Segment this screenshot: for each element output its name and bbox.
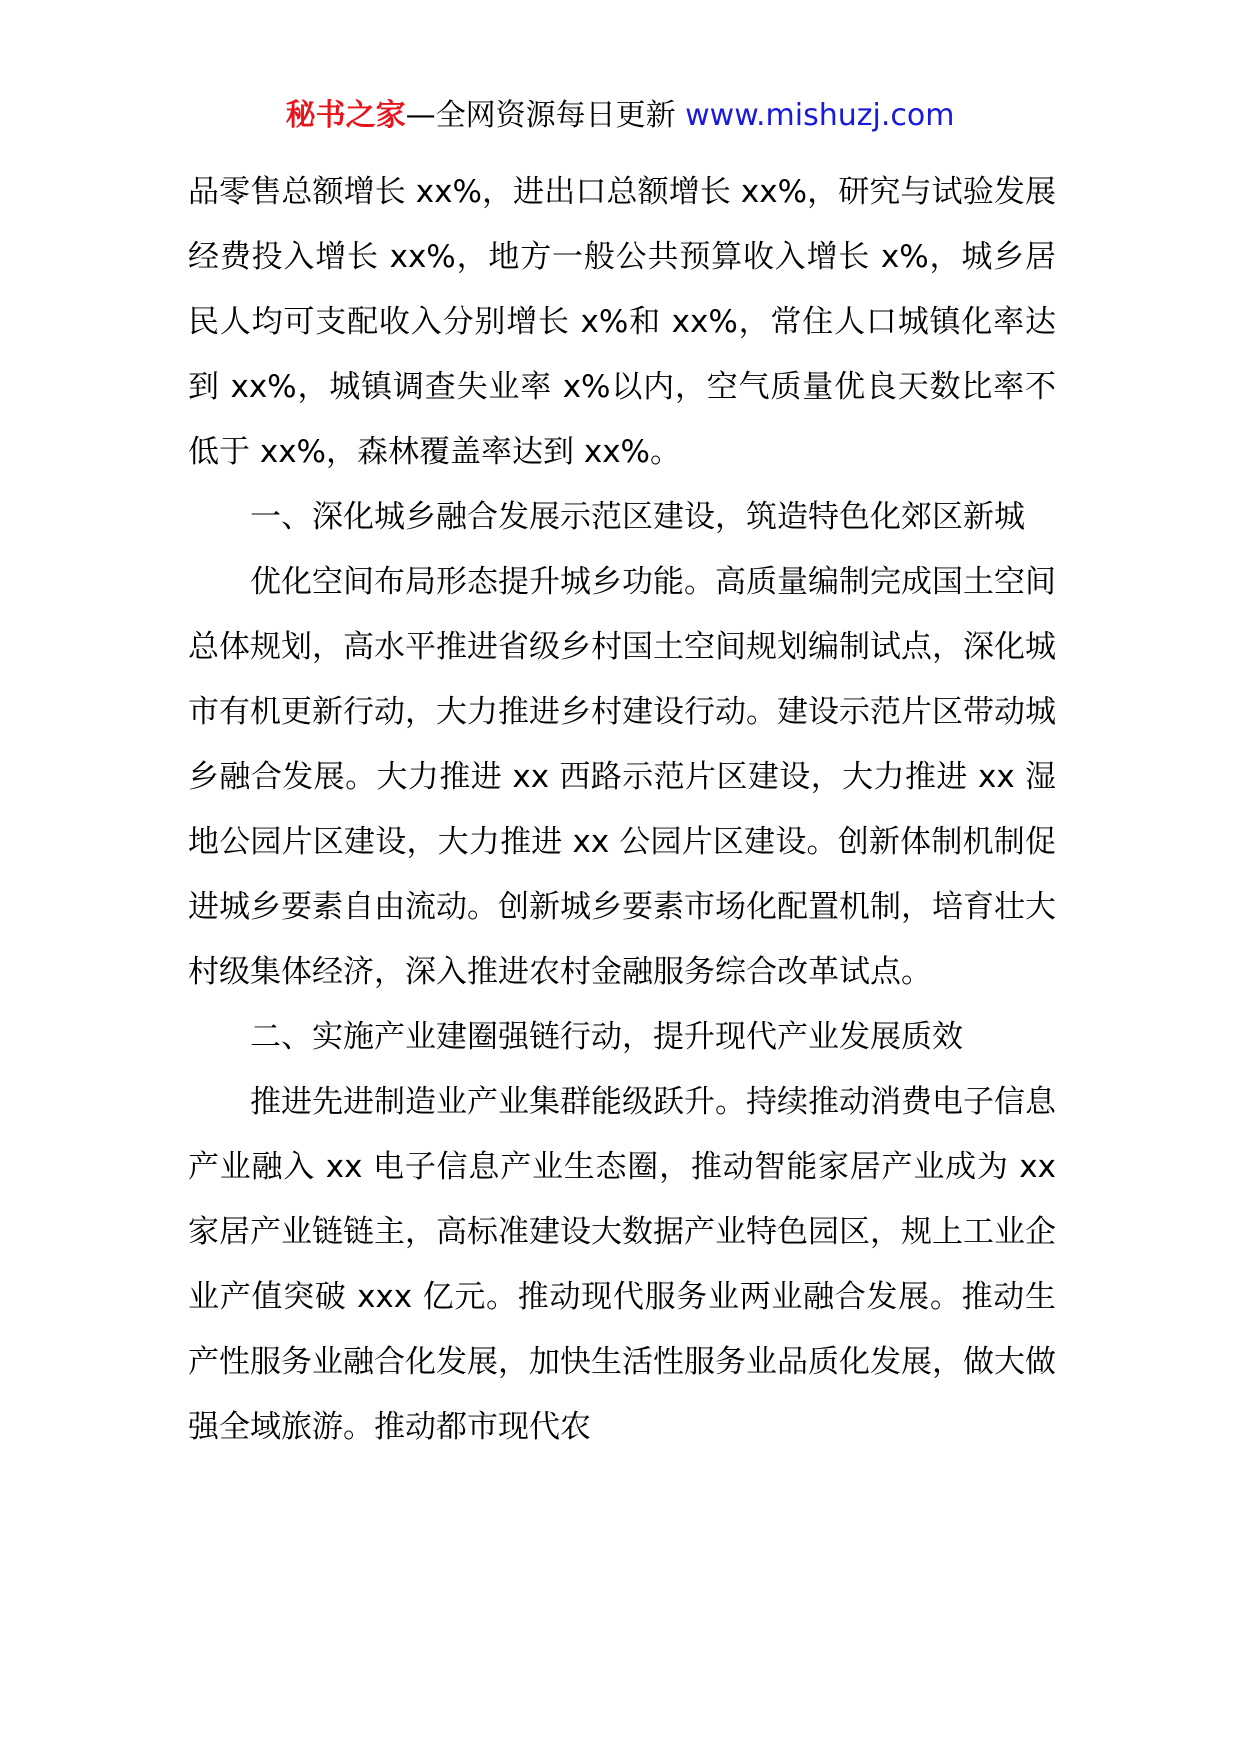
section-heading-2: 二、实施产业建圈强链行动，提升现代产业发展质效 [250,1019,963,1055]
document-body [188,160,1056,1460]
site-url-link[interactable]: www.mishuzj.com [685,98,955,133]
paragraph-section-1: 优化空间布局形态提升城乡功能。高质量编制完成国土空间总体规划，高水平推进省级乡村国土空间规划编制试点，深化城市有机更新行动，大力推进乡村建设行动。建设示范片区带动城乡融合发展。大力推进 xx 西路示范片区建设，大力推进 xx 湿地公园片区建设，大力推进 xx 公园片区建设。创新体制机制促进城乡要素自由流动。创新城乡要素市场化配置机制，培育壮大村级集体经济，深入推进农村金融服务综合改革试点。 [188,564,1056,990]
site-brand: 秘书之家 [285,98,406,133]
paragraph-intro-stats: 品零售总额增长 xx%，进出口总额增长 xx%，研究与试验发展经费投入增长 xx%，地方一般公共预算收入增长 x%，城乡居民人均可支配收入分别增长 x%和 xx%，常住人口城镇化率达到 xx%，城镇调查失业率 x%以内，空气质量优良天数比率不低于 xx%，森林覆盖率达到 xx%。 [188,174,1056,470]
paragraph-section-2: 推进先进制造业产业集群能级跃升。持续推动消费电子信息产业融入 xx 电子信息产业生态圈，推动智能家居产业成为 xx 家居产业链链主，高标准建设大数据产业特色园区，规上工业企业产值突破 xxx 亿元。推动现代服务业两业融合发展。推动生产性服务业融合化发展，加快生活性服务业品质化发展，做大做强全域旅游。推动都市现代农 [188,1084,1056,1445]
site-slogan: —全网资源每日更新 [405,98,686,133]
section-heading-1: 一、深化城乡融合发展示范区建设，筑造特色化郊区新城 [250,499,1025,535]
site-header [0,96,1240,136]
